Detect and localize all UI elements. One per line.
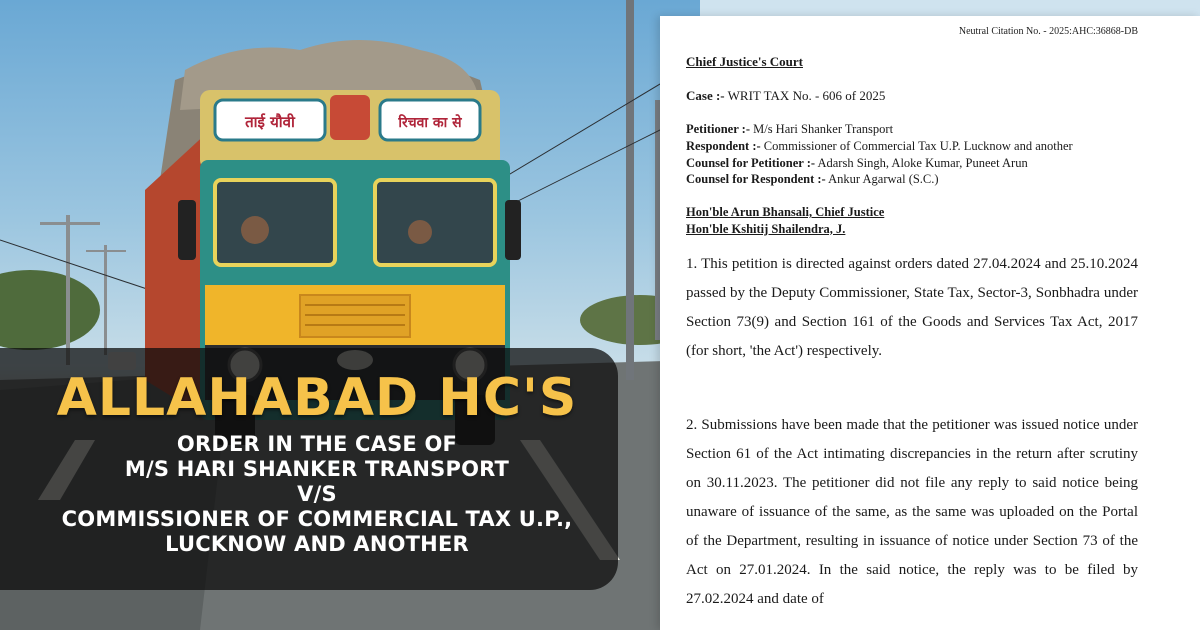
- counsel-respondent-label: Counsel for Respondent :-: [686, 172, 826, 187]
- truck-sign-right: रिचवा का से: [398, 115, 462, 131]
- title-line-order: ORDER IN THE CASE OF: [176, 432, 458, 456]
- title-line-versus: V/S: [297, 482, 337, 506]
- counsel-respondent-value: Ankur Agarwal (S.C.): [825, 172, 939, 187]
- case-value: WRIT TAX No. - 606 of 2025: [724, 88, 886, 103]
- paragraph-1: 1. This petition is directed against orders dated 27.04.2024 and 25.10.2024 passed by the Deputy Commissioner, State Tax, Sector-3, Sonbhadra under Section 73(9) and Section 161 of the Goods and Services Tax Act, 2017 (for short, 'the Act') respectively.: [686, 256, 1138, 359]
- judge-second: Hon'ble Kshitij Shailendra, J.: [686, 221, 846, 236]
- counsel-petitioner-line: [686, 155, 1073, 172]
- counsel-petitioner-value: Adarsh Singh, Aloke Kumar, Puneet Arun: [815, 155, 1028, 170]
- respondent-line: [686, 138, 1073, 155]
- judge-chief-justice: Hon'ble Arun Bhansali, Chief Justice: [686, 205, 885, 219]
- neutral-citation: Neutral Citation No. - 2025:AHC:36868-DB: [958, 26, 1138, 37]
- counsel-petitioner-label: Counsel for Petitioner :-: [686, 155, 816, 170]
- petitioner-label: Petitioner :-: [686, 122, 750, 136]
- court-order-document: [660, 16, 1200, 630]
- counsel-respondent-line: [686, 171, 1073, 188]
- parties-block: [686, 121, 1073, 188]
- petitioner-value: M/s Hari Shanker Transport: [749, 122, 894, 136]
- title-line-petitioner: M/S HARI SHANKER TRANSPORT: [124, 457, 510, 481]
- court-name: Chief Justice's Court: [686, 54, 803, 69]
- respondent-value: Commissioner of Commercial Tax U.P. Lucknow and another: [760, 138, 1073, 153]
- petitioner-line: [686, 121, 1073, 138]
- case-label: Case :-: [686, 88, 725, 103]
- respondent-label: Respondent :-: [686, 138, 761, 153]
- case-number: [686, 88, 885, 104]
- paragraph-2: 2. Submissions have been made that the petitioner was issued notice under Section 61 of the Act intimating discrepancies in the return after scrutiny on 30.11.2023. The petitioner did not file any reply to said notice being unaware of issuance of the same, as the same was uploaded on the Portal of the Department, resulting in issuance of notice under Section 73 of the Act on 27.01.2024. In the said notice, the reply was to be filed by 27.02.2024 and date of: [686, 417, 1138, 607]
- headline: ALLAHABAD HC'S: [56, 368, 578, 428]
- bench-block: [686, 204, 884, 237]
- title-line-respondent-cont: LUCKNOW AND ANOTHER: [165, 532, 469, 556]
- truck-sign-left: ताई यौवी: [245, 113, 295, 131]
- title-line-respondent: COMMISSIONER OF COMMERCIAL TAX U.P.,: [61, 507, 573, 531]
